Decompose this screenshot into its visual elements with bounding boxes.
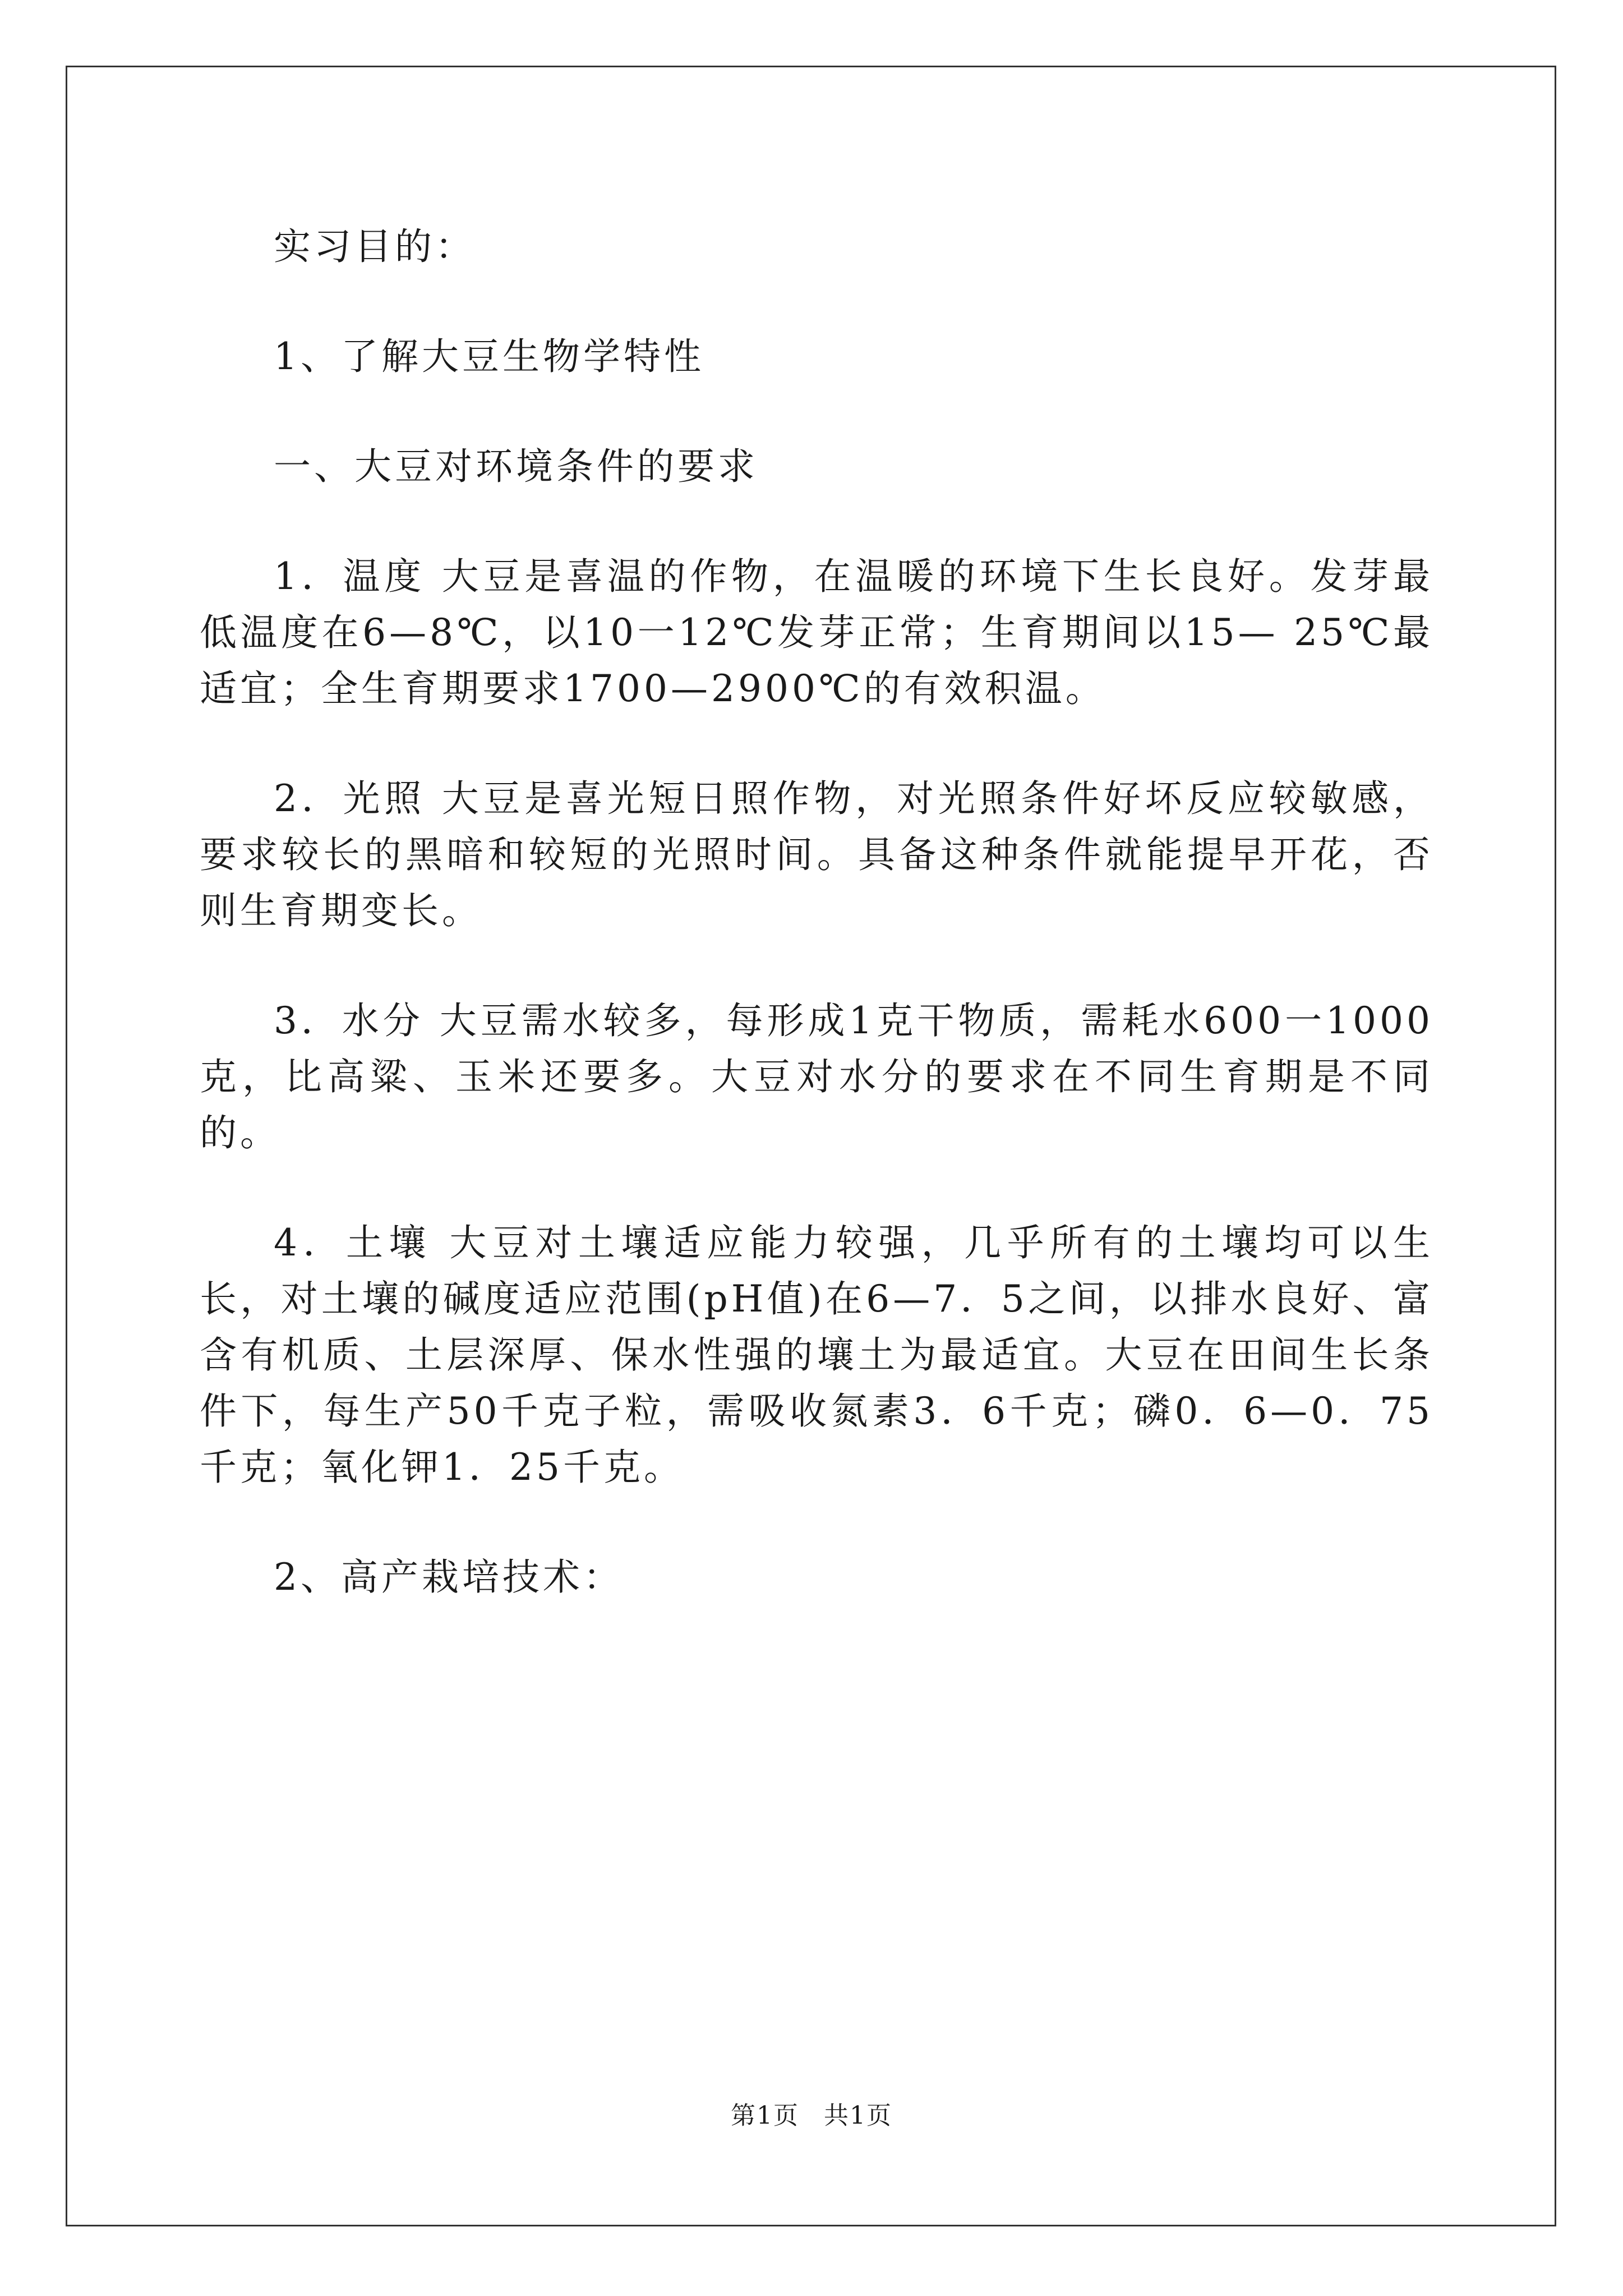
section-heading: 一、大豆对环境条件的要求 (274, 445, 758, 488)
paragraph-temperature: 1．温度 大豆是喜温的作物，在温暖的环境下生长良好。发芽最低温度在6—8℃，以10一12℃发芽正常；生育期间以15— 25℃最适宜；全生育期要求1700—2900℃的有效积温。 (200, 555, 1433, 710)
paragraph-water: 3．水分 大豆需水较多，每形成1克干物质，需耗水600一1000克，比高粱、玉米还要多。大豆对水分的要求在不同生育期是不同的。 (200, 999, 1433, 1154)
page-number: 第1页 (731, 2101, 799, 2130)
paragraph-light: 2．光照 大豆是喜光短日照作物，对光照条件好坏反应较敏感，要求较长的黑暗和较短的光照时间。具备这种条件就能提早开花，否则生育期变长。 (200, 777, 1433, 932)
page-footer (0, 2095, 1623, 2131)
page-total: 共1页 (824, 2101, 892, 2130)
subsection-heading: 2、高产栽培技术： (274, 1556, 624, 1599)
subsection-heading: 1、了解大豆生物学特性 (274, 335, 704, 378)
paragraph-soil: 4．土壤 大豆对土壤适应能力较强，几乎所有的土壤均可以生长，对土壤的碱度适应范围(pH值)在6—7．5之间，以排水良好、富含有机质、土层深厚、保水性强的壤土为最适宜。大豆在田间生长条件下，每生产50千克子粒，需吸收氮素3．6千克；磷0．6—0．75千克；氧化钾1．25千克。 (200, 1221, 1433, 1489)
document-body (200, 219, 1433, 1659)
section-title: 实习目的： (274, 225, 476, 268)
